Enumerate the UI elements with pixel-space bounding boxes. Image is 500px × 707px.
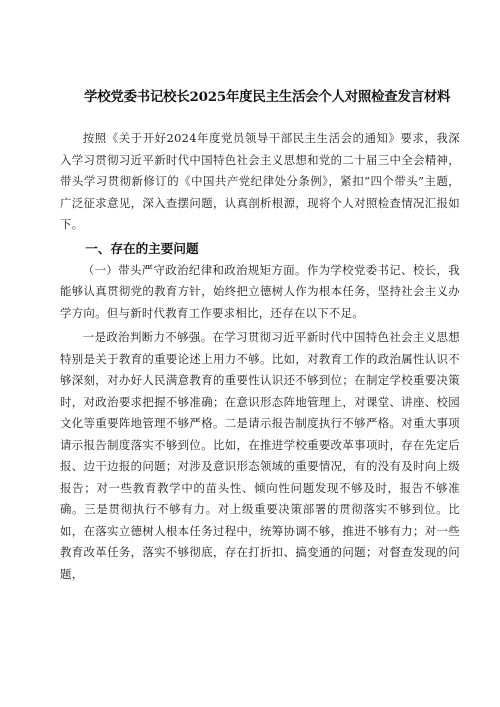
document-body xyxy=(60,128,460,585)
intro-paragraph: 按照《关于开好2024年度党员领导干部民主生活会的通知》要求，我深入学习贯彻习近平新时代中国特色社会主义思想和党的二十届三中全会精神，带头学习贯彻新修订的《中国共产党纪律处分条例》，紧扣“四个带头”主题，广泛征求意见，深入查摆问题，认真剖析根源，现将个人对照检查情况汇报如下。 xyxy=(60,131,460,231)
section-heading: 一、存在的主要问题 xyxy=(85,240,199,256)
subsection-paragraph: （一）带头严守政治纪律和政治规矩方面。作为学校党委书记、校长，我能够认真贯彻党的教育方针，始终把立德树人作为根本任务，坚持社会主义办学方向。但与新时代教育工作要求相比，还存在以下不足。 xyxy=(60,262,460,320)
problem-points-paragraph: 一是政治判断力不够强。在学习贯彻习近平新时代中国特色社会主义思想特别是关于教育的重要论述上用力不够。比如，对教育工作的政治属性认识不够深刻，对办好人民满意教育的重要性认识还不够到位；在制定学校重要决策时，对政治要求把握不够准确；在意识形态阵地管理上，对课堂、讲座、校园文化等重要阵地管理不够严格。二是请示报告制度执行不够严格。对重大事项请示报告制度落实不够到位。比如，在推进学校重要改革事项时，存在先定后报、边干边报的问题；对涉及意识形态领域的重要情况，有的没有及时向上级报告；对一些教育教学中的苗头性、倾向性问题发现不够及时，报告不够准确。三是贯彻执行不够有力。对上级重要决策部署的贯彻落实不够到位。比如，在落实立德树人根本任务过程中，统筹协调不够，推进不够有力；对一些教育改革任务，落实不够彻底，存在打折扣、搞变通的问题；对督查发现的问题， xyxy=(60,330,460,581)
document-title: 学校党委书记校长2025年度民主生活会个人对照检查发言材料 xyxy=(84,89,451,105)
